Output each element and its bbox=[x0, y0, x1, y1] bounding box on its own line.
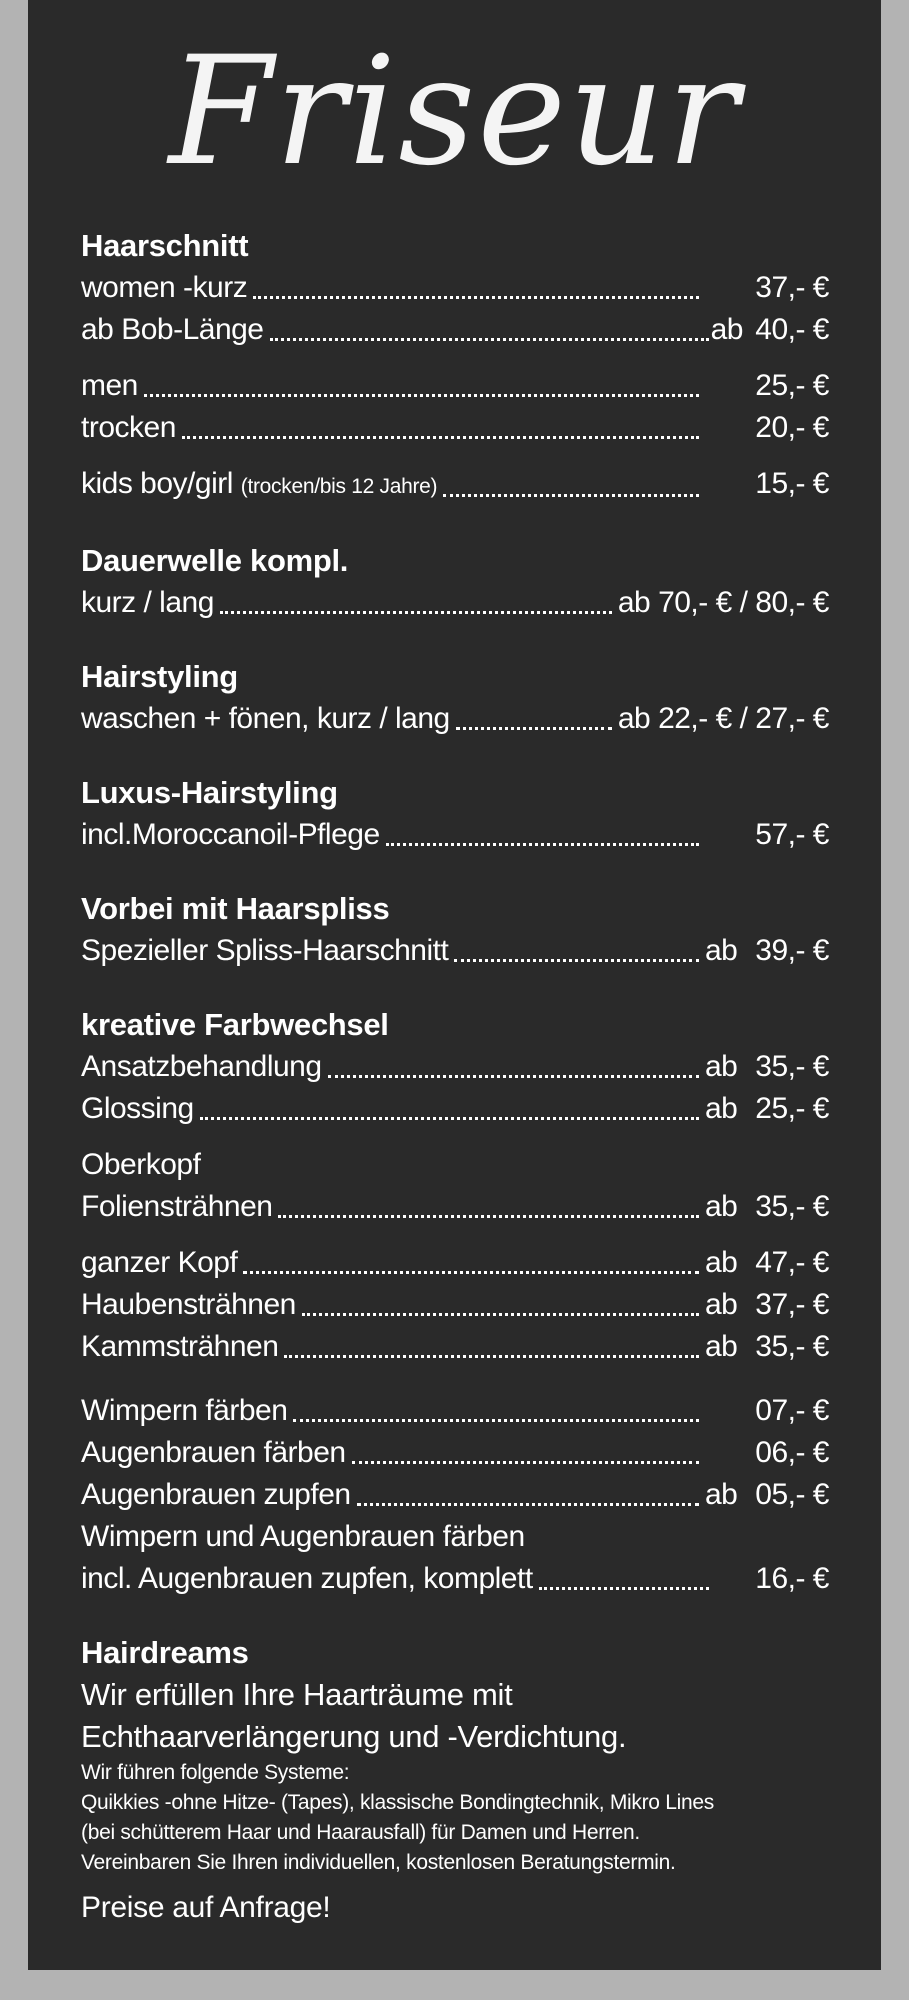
service-price: 07,- € bbox=[755, 1394, 829, 1427]
service-price: ab 70,- € / 80,- € bbox=[617, 586, 829, 619]
service-label: Kammsträhnen bbox=[81, 1330, 279, 1363]
price-prefix: ab bbox=[705, 1190, 738, 1223]
service-price: 47,- € bbox=[755, 1246, 829, 1279]
dot-leader bbox=[386, 820, 699, 850]
hairdreams-fine-print: (bei schütterem Haar und Haarausfall) für Damen und Herren. bbox=[81, 1821, 640, 1844]
service-price: 20,- € bbox=[755, 411, 829, 444]
service-label: Foliensträhnen bbox=[81, 1190, 273, 1223]
combo-line: Wimpern und Augenbrauen färben bbox=[81, 1520, 525, 1553]
service-label: men bbox=[81, 369, 138, 402]
hairdreams-intro: Echthaarverlängerung und -Verdichtung. bbox=[81, 1719, 627, 1754]
service-label-text: kids boy/girl bbox=[81, 467, 233, 500]
section-heading-spliss: Vorbei mit Haarspliss bbox=[81, 891, 390, 926]
price-row bbox=[81, 698, 829, 740]
service-price: 35,- € bbox=[755, 1330, 829, 1363]
service-price: 15,- € bbox=[755, 467, 829, 500]
price-row bbox=[81, 365, 829, 407]
service-label: Glossing bbox=[81, 1092, 194, 1125]
dot-leader bbox=[454, 936, 699, 966]
service-note: (trocken/bis 12 Jahre) bbox=[240, 475, 438, 498]
dot-leader bbox=[443, 471, 699, 501]
price-prefix: ab bbox=[710, 313, 743, 346]
subgroup-label: Oberkopf bbox=[81, 1148, 201, 1181]
dot-leader bbox=[253, 273, 699, 303]
service-label: waschen + fönen, kurz / lang bbox=[81, 702, 450, 735]
price-row bbox=[81, 309, 829, 351]
price-board bbox=[28, 0, 881, 1970]
price-prefix: ab bbox=[705, 1050, 738, 1083]
service-label: Augenbrauen zupfen bbox=[81, 1478, 351, 1511]
service-price: 37,- € bbox=[755, 271, 829, 304]
service-price: 40,- € bbox=[755, 313, 829, 346]
price-row bbox=[81, 1474, 829, 1516]
price-row bbox=[81, 582, 829, 624]
section-heading-dauerwelle: Dauerwelle kompl. bbox=[81, 543, 349, 578]
dot-leader bbox=[220, 588, 612, 618]
service-price: 25,- € bbox=[755, 1092, 829, 1125]
service-price: 39,- € bbox=[755, 934, 829, 967]
dot-leader bbox=[293, 1396, 699, 1426]
price-row bbox=[81, 407, 829, 449]
section-heading-farbwechsel: kreative Farbwechsel bbox=[81, 1007, 389, 1042]
service-price: 35,- € bbox=[755, 1050, 829, 1083]
service-label: Wimpern färben bbox=[81, 1394, 288, 1427]
dot-leader bbox=[352, 1438, 699, 1468]
service-price: 37,- € bbox=[755, 1288, 829, 1321]
section-heading-hairstyling: Hairstyling bbox=[81, 659, 238, 694]
price-prefix: ab bbox=[705, 934, 738, 967]
price-prefix: ab bbox=[705, 1246, 738, 1279]
price-row bbox=[81, 1432, 829, 1474]
service-label: trocken bbox=[81, 411, 176, 444]
service-price: 57,- € bbox=[755, 818, 829, 851]
price-prefix: ab bbox=[705, 1478, 738, 1511]
service-price: ab 22,- € / 27,- € bbox=[617, 702, 829, 735]
service-label: incl.Moroccanoil-Pflege bbox=[81, 818, 380, 851]
price-row bbox=[81, 1046, 829, 1088]
service-price: 05,- € bbox=[755, 1478, 829, 1511]
service-label: Ansatzbehandlung bbox=[81, 1050, 322, 1083]
price-row bbox=[81, 1242, 829, 1284]
hairdreams-intro: Wir erfüllen Ihre Haarträume mit bbox=[81, 1677, 513, 1712]
dot-leader bbox=[270, 315, 709, 345]
service-label: Haubensträhnen bbox=[81, 1288, 296, 1321]
section-heading-hairdreams: Hairdreams bbox=[81, 1635, 249, 1670]
dot-leader bbox=[284, 1332, 699, 1362]
price-prefix: ab bbox=[705, 1288, 738, 1321]
section-heading-luxus: Luxus-Hairstyling bbox=[81, 775, 338, 810]
price-row bbox=[81, 1326, 829, 1368]
dot-leader bbox=[357, 1480, 699, 1510]
section-heading-haarschnitt: Haarschnitt bbox=[81, 228, 249, 263]
dot-leader bbox=[144, 371, 699, 401]
price-row bbox=[81, 930, 829, 972]
service-label: kurz / lang bbox=[81, 586, 214, 619]
page-title: Friseur bbox=[168, 25, 741, 199]
dot-leader bbox=[456, 704, 612, 734]
price-row bbox=[81, 267, 829, 309]
service-label bbox=[81, 463, 437, 508]
service-price: 25,- € bbox=[755, 369, 829, 402]
service-price: 16,- € bbox=[755, 1562, 829, 1595]
dot-leader bbox=[539, 1564, 709, 1594]
dot-leader bbox=[302, 1290, 699, 1320]
service-label: ab Bob-Länge bbox=[81, 313, 264, 346]
price-row bbox=[81, 1186, 829, 1228]
dot-leader bbox=[243, 1248, 699, 1278]
service-label: incl. Augenbrauen zupfen, komplett bbox=[81, 1562, 533, 1595]
service-label: Augenbrauen färben bbox=[81, 1436, 346, 1469]
hairdreams-fine-print: Quikkies -ohne Hitze- (Tapes), klassische Bondingtechnik, Mikro Lines bbox=[81, 1791, 714, 1814]
price-row bbox=[81, 1390, 829, 1432]
service-label: ganzer Kopf bbox=[81, 1246, 238, 1279]
service-label: Spezieller Spliss-Haarschnitt bbox=[81, 934, 449, 967]
hairdreams-fine-print: Wir führen folgende Systeme: bbox=[81, 1761, 350, 1784]
service-label: women -kurz bbox=[81, 271, 248, 304]
dot-leader bbox=[328, 1052, 699, 1082]
price-row bbox=[81, 814, 829, 856]
price-prefix: ab bbox=[705, 1330, 738, 1363]
dot-leader bbox=[200, 1094, 699, 1124]
price-list bbox=[81, 225, 829, 1930]
price-prefix: ab bbox=[705, 1092, 738, 1125]
price-row bbox=[81, 1284, 829, 1326]
dot-leader bbox=[278, 1192, 699, 1222]
price-row bbox=[81, 463, 829, 508]
dot-leader bbox=[182, 413, 699, 443]
hairdreams-fine-print: Vereinbaren Sie Ihren individuellen, kostenlosen Beratungstermin. bbox=[81, 1851, 676, 1874]
service-price: 35,- € bbox=[755, 1190, 829, 1223]
price-row bbox=[81, 1558, 829, 1600]
service-price: 06,- € bbox=[755, 1436, 829, 1469]
hairdreams-price-note: Preise auf Anfrage! bbox=[81, 1891, 331, 1924]
price-row bbox=[81, 1088, 829, 1130]
